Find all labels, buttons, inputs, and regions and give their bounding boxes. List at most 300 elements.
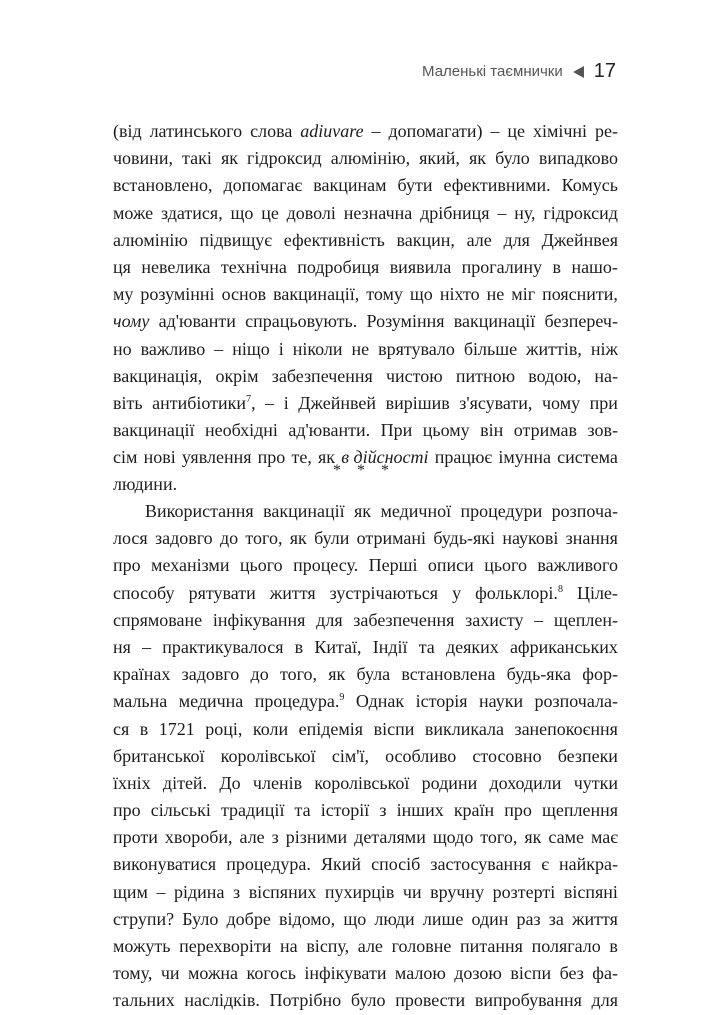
word: може — [113, 202, 154, 223]
word: процедури — [460, 501, 543, 521]
word: фольклорі.$^8$ — [475, 582, 563, 603]
word: прогалину — [461, 256, 543, 277]
word: та — [294, 800, 311, 821]
word: Було — [182, 908, 219, 929]
word: саме — [548, 827, 584, 848]
word: медичної — [380, 501, 452, 521]
word: найкра- — [559, 854, 618, 875]
text-line — [113, 254, 618, 281]
word: бути — [397, 175, 433, 196]
text-line — [113, 498, 618, 525]
word: в — [609, 936, 618, 956]
word: лише — [422, 908, 464, 929]
word: пухирців — [324, 881, 395, 902]
word: важливого — [537, 555, 618, 576]
word: чому — [542, 392, 581, 413]
word: людини. — [113, 474, 178, 495]
word: африканських — [509, 636, 618, 657]
word: тальних — [113, 990, 175, 1011]
text-line — [113, 987, 618, 1014]
word: працює — [434, 447, 493, 468]
word: що — [230, 202, 254, 223]
word: про — [113, 555, 141, 576]
triangle-left-icon — [573, 66, 584, 78]
word: питання — [460, 936, 523, 956]
text-line — [113, 363, 618, 390]
word: деталями — [354, 827, 426, 848]
word: віспяних — [248, 881, 317, 902]
word: можуть — [113, 936, 171, 956]
word: дітей. — [162, 772, 208, 793]
word: як — [524, 827, 542, 848]
word: історії — [320, 800, 370, 821]
word: ефективними. — [443, 175, 551, 196]
word: в дійсності — [341, 447, 429, 468]
word: – — [142, 636, 152, 657]
word: але — [239, 827, 265, 848]
word: – — [156, 881, 166, 902]
word: родини — [421, 772, 478, 793]
word: щодо — [432, 827, 474, 848]
text-line — [113, 879, 618, 906]
word: мальна — [113, 691, 168, 712]
text-line — [113, 716, 618, 743]
word: ця — [113, 256, 131, 277]
word: захисту — [465, 609, 524, 630]
word: водою, — [528, 365, 582, 386]
word: врятувало — [378, 338, 455, 359]
word: вакцинам — [313, 175, 387, 196]
word: деяких — [445, 636, 499, 657]
word: про — [257, 447, 286, 468]
word: віспу, — [306, 936, 350, 956]
word: будь-яка — [506, 664, 572, 685]
word: країн — [453, 800, 495, 821]
word: щеплення — [541, 800, 618, 821]
word: ніколи — [292, 338, 343, 359]
word: струпи? — [113, 908, 175, 929]
word: для — [503, 229, 530, 250]
word: у — [452, 582, 462, 603]
word: рідина — [174, 881, 225, 902]
word: необхідні — [205, 420, 278, 441]
word: році, — [205, 718, 243, 739]
word: чи — [160, 963, 180, 984]
word: незначна — [343, 202, 413, 223]
word: дозою — [454, 963, 502, 984]
word: про — [504, 800, 532, 821]
word: ефективність — [283, 229, 385, 250]
word: можна — [188, 963, 239, 984]
word: При — [380, 420, 413, 441]
word: за — [548, 908, 564, 929]
word: основ — [221, 284, 267, 305]
word: чистою — [385, 365, 443, 386]
word: отримав — [513, 420, 577, 441]
word: вручну — [430, 881, 485, 902]
word: пояснити, — [542, 284, 618, 305]
word: ніщо — [232, 338, 270, 359]
word: отримані — [356, 528, 427, 549]
word: британської — [113, 745, 205, 766]
word: розтерті — [492, 881, 556, 902]
word: технічна — [220, 256, 287, 277]
running-head-title: Маленькі таємнички — [422, 63, 563, 80]
word: рятувати — [188, 582, 256, 603]
word: застосування — [430, 854, 532, 875]
word: фор- — [582, 664, 618, 685]
word: з — [233, 881, 241, 902]
word: щим — [113, 881, 148, 902]
text-line — [113, 281, 618, 308]
word: но — [113, 338, 132, 359]
word: – — [490, 121, 500, 141]
word: доволі — [286, 202, 336, 223]
word: як — [289, 528, 307, 549]
word: проти — [113, 827, 158, 848]
word: країнах — [113, 664, 171, 685]
word: інфікувати — [304, 963, 387, 984]
word: до — [219, 528, 239, 549]
word: різними — [285, 827, 348, 848]
word: задовго — [154, 528, 213, 549]
word: міг — [511, 284, 536, 305]
word: (від — [113, 121, 142, 141]
word: відомо, — [278, 908, 336, 929]
word: традиції — [220, 800, 285, 821]
word: практикувалося — [162, 636, 284, 657]
word: здатися, — [160, 202, 223, 223]
word: Розуміння — [366, 311, 445, 332]
word: розпоча- — [551, 501, 618, 521]
word: процесу. — [293, 555, 359, 576]
word: наукові — [502, 528, 559, 549]
word: зустрічаються — [329, 582, 439, 603]
word: виявила — [389, 256, 452, 277]
word: – — [497, 202, 507, 223]
word: спосіб — [371, 854, 421, 875]
word: До — [219, 772, 241, 793]
word: віспи — [510, 963, 552, 984]
word: Ціле- — [576, 582, 618, 603]
word: латинського — [149, 121, 243, 141]
word: доходили — [489, 772, 562, 793]
text-line — [113, 118, 618, 145]
word: важливо — [140, 338, 206, 359]
word: та — [418, 636, 435, 657]
footnote-ref: 8 — [557, 583, 563, 595]
text-line — [113, 525, 618, 552]
word: що — [409, 284, 433, 305]
word: не — [351, 338, 370, 359]
word: має — [590, 827, 618, 848]
word: цього — [484, 555, 527, 576]
word: спрямоване — [113, 609, 203, 630]
word: що — [343, 908, 367, 929]
paragraph-1 — [113, 118, 618, 499]
word: на — [280, 936, 298, 956]
word: віть — [113, 392, 143, 413]
text-line — [113, 145, 618, 172]
word: він — [480, 420, 504, 441]
word: adiuvare — [300, 121, 364, 141]
word: це — [507, 121, 526, 141]
word: про — [113, 800, 141, 821]
word: задовго — [181, 664, 240, 685]
word: Джейнвея — [541, 229, 618, 250]
word: гідроксид — [543, 202, 618, 223]
word: є — [541, 854, 549, 875]
word: це — [261, 202, 279, 223]
word: ре- — [594, 121, 618, 141]
word: 1721 — [158, 718, 195, 739]
text-line — [113, 743, 618, 770]
word: з'ясувати, — [459, 392, 533, 413]
word: історія — [415, 691, 468, 712]
word: чи — [402, 881, 422, 902]
word: для — [316, 609, 343, 630]
word: забезпечення — [353, 609, 455, 630]
word: алюмінію — [113, 229, 188, 250]
word: віспи — [373, 718, 415, 739]
footnote-ref: 9 — [339, 692, 345, 704]
word: Однак — [355, 691, 405, 712]
word: встановлено, — [113, 175, 213, 196]
word: як — [220, 148, 238, 169]
word: викликала — [424, 718, 504, 739]
word: стосовно — [472, 745, 542, 766]
word: життів, — [526, 338, 582, 359]
word: спрацьовують. — [245, 311, 358, 332]
word: човини, — [113, 148, 173, 169]
text-line — [113, 172, 618, 199]
word: Комусь — [561, 175, 618, 196]
word: невелика — [141, 256, 211, 277]
word: без — [559, 963, 584, 984]
word: підвищує — [199, 229, 273, 250]
word: були — [314, 528, 350, 549]
word: антибіотики$^7$, — [152, 392, 256, 413]
word: зов- — [587, 420, 618, 441]
word: при — [589, 392, 618, 413]
word: і — [283, 392, 289, 413]
word: виконуватися — [113, 854, 217, 875]
word: , — [251, 392, 256, 413]
word: випробування — [474, 990, 582, 1011]
word: окрім — [215, 365, 259, 386]
word: дрібниця — [420, 202, 490, 223]
word: слова — [250, 121, 293, 141]
word: – — [214, 338, 224, 359]
word: того, — [480, 827, 518, 848]
word: малою — [394, 963, 446, 984]
word: раз — [516, 908, 541, 929]
word: сім'ї, — [331, 745, 369, 766]
text-line — [113, 661, 618, 688]
word: Індії — [372, 636, 408, 657]
word: чому — [113, 311, 150, 332]
word: безпереч- — [544, 311, 618, 332]
word: того, — [279, 664, 318, 685]
word: му — [113, 284, 134, 305]
word: випадково — [538, 148, 618, 169]
text-line — [113, 336, 618, 363]
word: хвороби, — [164, 827, 233, 848]
word: для — [591, 990, 618, 1011]
word: встановлена — [401, 664, 496, 685]
text-line — [113, 390, 618, 417]
word: перехворіти — [179, 936, 272, 956]
word: гідроксид — [247, 148, 322, 169]
word: коли — [252, 718, 289, 739]
word: вакцинації — [453, 311, 536, 332]
word: але — [357, 936, 383, 956]
word: фа- — [592, 963, 618, 984]
text-line — [113, 200, 618, 227]
word: Який — [320, 854, 362, 875]
text-line — [113, 227, 618, 254]
word: як — [469, 148, 487, 169]
word: розумінні — [140, 284, 215, 305]
text-line — [113, 851, 618, 878]
running-header — [422, 60, 616, 83]
word: описи — [427, 555, 474, 576]
page-number: 17 — [593, 60, 616, 82]
word: тому — [366, 284, 403, 305]
word: чутки — [573, 772, 618, 793]
word: такі — [182, 148, 212, 169]
word: способу — [113, 582, 175, 603]
word: медична — [178, 691, 244, 712]
word: з — [379, 800, 387, 821]
word: ся — [113, 718, 130, 739]
text-line — [113, 906, 618, 933]
word: особливо — [385, 745, 457, 766]
word: вакцин, — [396, 229, 455, 250]
word: їхніх — [113, 772, 151, 793]
word: безпеки — [557, 745, 618, 766]
word: було — [495, 148, 530, 169]
word: і — [278, 338, 284, 359]
word: Китаї, — [314, 636, 362, 657]
text-line — [113, 797, 618, 824]
word: – — [265, 392, 275, 413]
word: як — [318, 447, 336, 468]
text-line — [113, 552, 618, 579]
word: когось — [246, 963, 296, 984]
word: як — [354, 501, 372, 521]
word: науки — [478, 691, 524, 712]
word: на- — [594, 365, 618, 386]
word: будь-які — [433, 528, 496, 549]
word: головне — [391, 936, 452, 956]
text-line — [113, 417, 618, 444]
word: питною — [455, 365, 516, 386]
text-line — [113, 770, 618, 797]
text-line — [113, 688, 618, 715]
word: ня — [113, 636, 131, 657]
footnote-ref: 7 — [246, 393, 252, 405]
word: система — [557, 447, 618, 468]
word: більше — [463, 338, 518, 359]
word: те, — [291, 447, 312, 468]
word: Потрібно — [269, 990, 342, 1011]
word: членів — [252, 772, 303, 793]
word: було — [350, 990, 386, 1011]
word: того, — [245, 528, 283, 549]
word: до — [250, 664, 269, 685]
word: подробиця — [297, 256, 380, 277]
word: в — [552, 256, 561, 277]
word: королівської — [314, 772, 410, 793]
word: Перші — [368, 555, 418, 576]
word: алюмінію, — [330, 148, 411, 169]
word: уявлення — [181, 447, 252, 468]
word: вирішив — [385, 392, 450, 413]
word: лося — [113, 528, 148, 549]
word: вакцинація, — [113, 365, 203, 386]
word: наслідків. — [184, 990, 260, 1011]
word: вакцинації — [113, 420, 195, 441]
word: віспяні — [563, 881, 618, 902]
word: в — [294, 636, 304, 657]
word: імунна — [498, 447, 551, 468]
word: занепокоєння — [514, 718, 618, 739]
word: добре — [226, 908, 271, 929]
word: один — [471, 908, 509, 929]
word: нашо- — [571, 256, 618, 277]
word: цьому — [422, 420, 470, 441]
word: допомагає — [223, 175, 303, 196]
word: епідемія — [298, 718, 364, 739]
word: сім — [113, 447, 138, 468]
word: інфікування — [212, 609, 306, 630]
word: процедура. — [226, 854, 311, 875]
word: ну, — [514, 202, 536, 223]
word: люди — [374, 908, 415, 929]
word: життя — [269, 582, 316, 603]
word: ніхто — [439, 284, 480, 305]
word: вакцинації, — [273, 284, 360, 305]
text-line — [113, 824, 618, 851]
word: не — [486, 284, 505, 305]
word: процедура.$^9$ — [254, 691, 345, 712]
text-line — [113, 933, 618, 960]
word: ніж — [590, 338, 618, 359]
text-line — [113, 960, 618, 987]
word: королівської — [220, 745, 316, 766]
word: знання — [565, 528, 618, 549]
word: цього — [239, 555, 283, 576]
word: Використання — [145, 501, 254, 521]
word: життя — [572, 908, 618, 929]
word: – — [371, 121, 381, 141]
text-line — [113, 607, 618, 634]
word: Джейнвей — [298, 392, 377, 413]
word: механізми — [151, 555, 230, 576]
word: полягало — [531, 936, 601, 956]
word: вакцинації — [263, 501, 345, 521]
word: провести — [395, 990, 466, 1011]
word: як — [328, 664, 346, 685]
text-line — [113, 580, 618, 607]
text-line — [113, 308, 618, 335]
word: розпочала- — [534, 691, 618, 712]
word: з — [271, 827, 279, 848]
word: але — [466, 229, 492, 250]
word: – — [534, 609, 544, 630]
word: тому, — [113, 963, 153, 984]
